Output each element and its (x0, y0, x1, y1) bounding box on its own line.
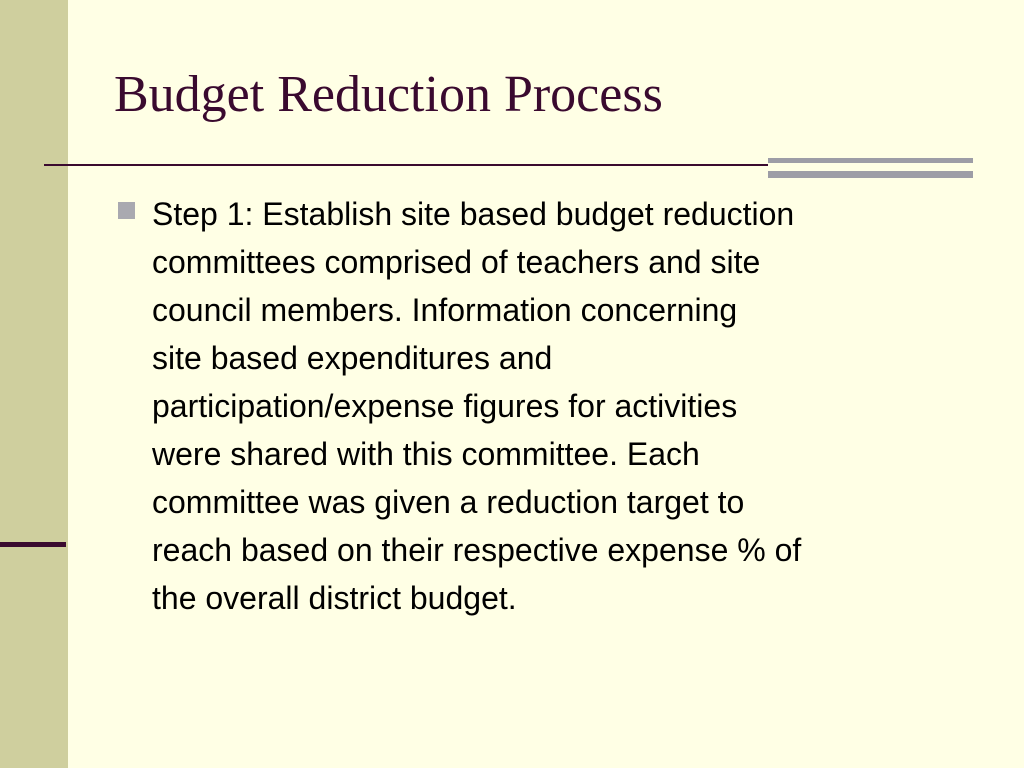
slide-title: Budget Reduction Process (114, 66, 663, 123)
left-decorative-band (0, 0, 68, 768)
title-divider (44, 164, 768, 166)
bullet-item (116, 190, 976, 622)
bullet-text: Step 1: Establish site based budget reduction committees comprised of teachers and site council members. Information concerning site based expenditures and participation/expense figures for activities were shared with this committee. Each committee was given a reduction target to reach based on their respective expense % of the overall district budget. (152, 196, 802, 616)
square-bullet-icon (118, 202, 135, 219)
divider-accent-bar-top (768, 158, 973, 163)
left-band-accent-line (0, 542, 66, 547)
slide-body (116, 190, 976, 622)
divider-accent-bar-bottom (768, 171, 973, 178)
